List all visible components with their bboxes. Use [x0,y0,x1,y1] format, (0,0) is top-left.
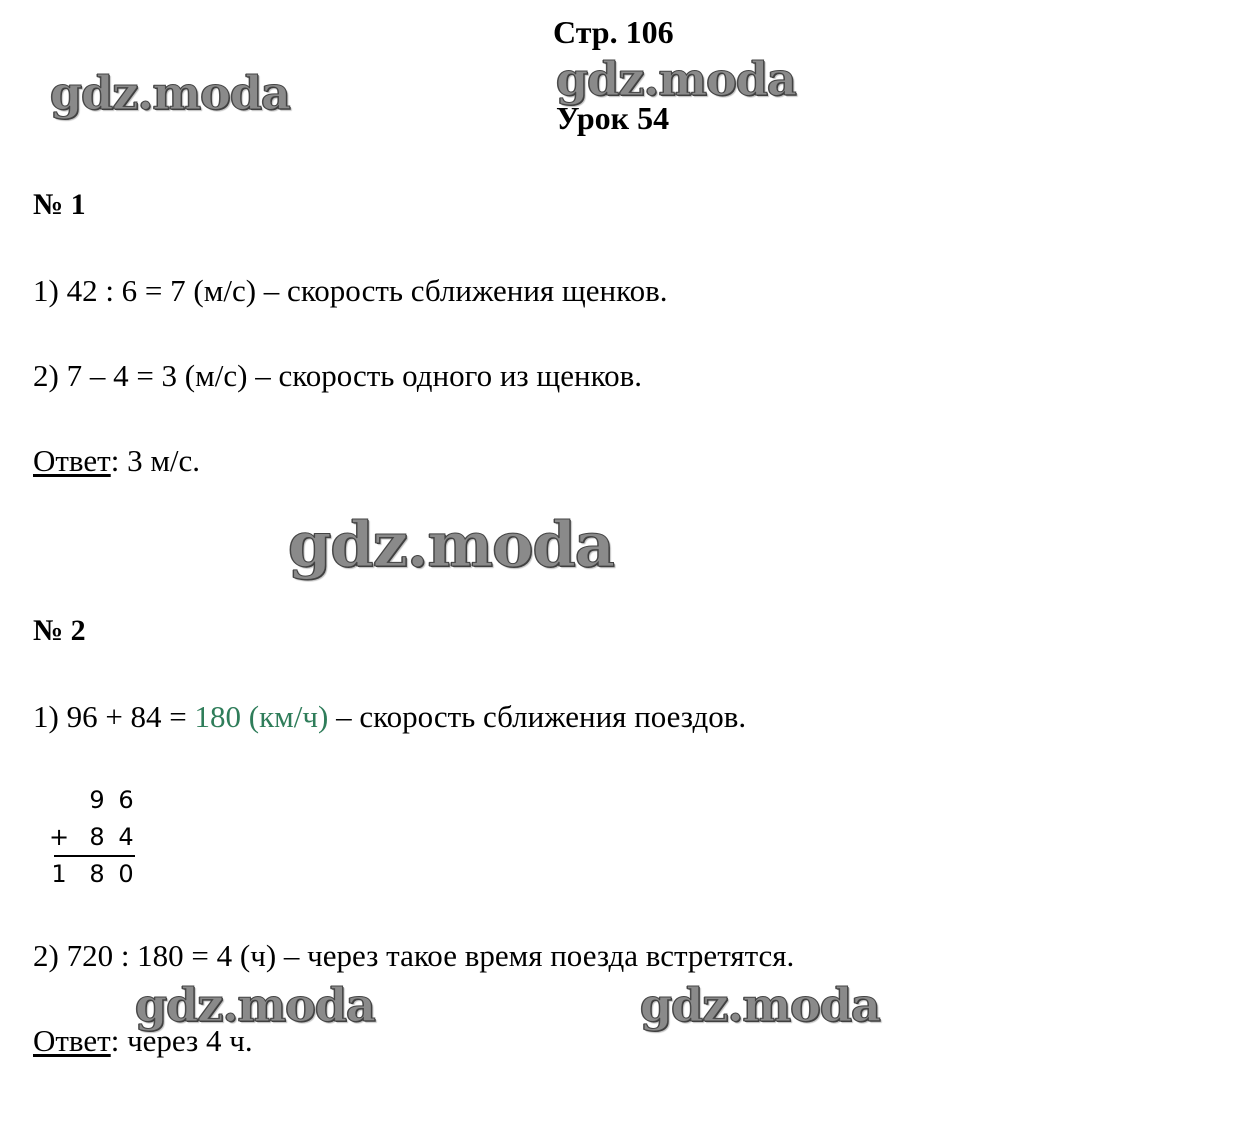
step-text: 1) 96 + 84 = [33,699,195,734]
task-2-number: № 2 [33,614,86,647]
answer-text: : через 4 ч. [110,1023,253,1058]
task-2-answer [33,1023,253,1059]
digit: 8 [89,860,105,888]
task-1-step-1: 1) 42 : 6 = 7 (м/с) – скорость сближения щенков. [33,273,668,308]
page-number: Стр. 106 [553,14,674,50]
step-text: – скорость сближения поездов. [328,699,747,734]
watermark: gdz.moda [288,508,614,581]
task-2-step-2: 2) 720 : 180 = 4 (ч) – через такое время поезда встретятся. [33,938,795,973]
digit: 9 [89,786,105,814]
task-1-answer [33,443,200,479]
digit: 0 [118,860,134,888]
answer-text: : 3 м/с. [110,443,201,478]
sum-line [54,855,135,857]
watermark: gdz.moda [556,52,796,106]
task-1-step-2: 2) 7 – 4 = 3 (м/с) – скорость одного из щенков. [33,358,642,393]
watermark: gdz.moda [50,66,290,120]
digit: 8 [89,823,105,851]
column-addition [0,784,160,894]
highlighted-result: 180 (км/ч) [194,699,329,734]
watermark: gdz.moda [135,978,375,1032]
digit: 6 [118,786,134,814]
answer-label: Ответ [33,1023,111,1058]
plus-sign: + [48,823,70,851]
task-1-number: № 1 [33,188,86,221]
digit: 1 [51,860,67,888]
task-2-step-1 [33,699,746,735]
watermark: gdz.moda [640,978,880,1032]
answer-label: Ответ [33,443,111,478]
lesson-title: Урок 54 [556,100,670,136]
digit: 4 [118,823,134,851]
